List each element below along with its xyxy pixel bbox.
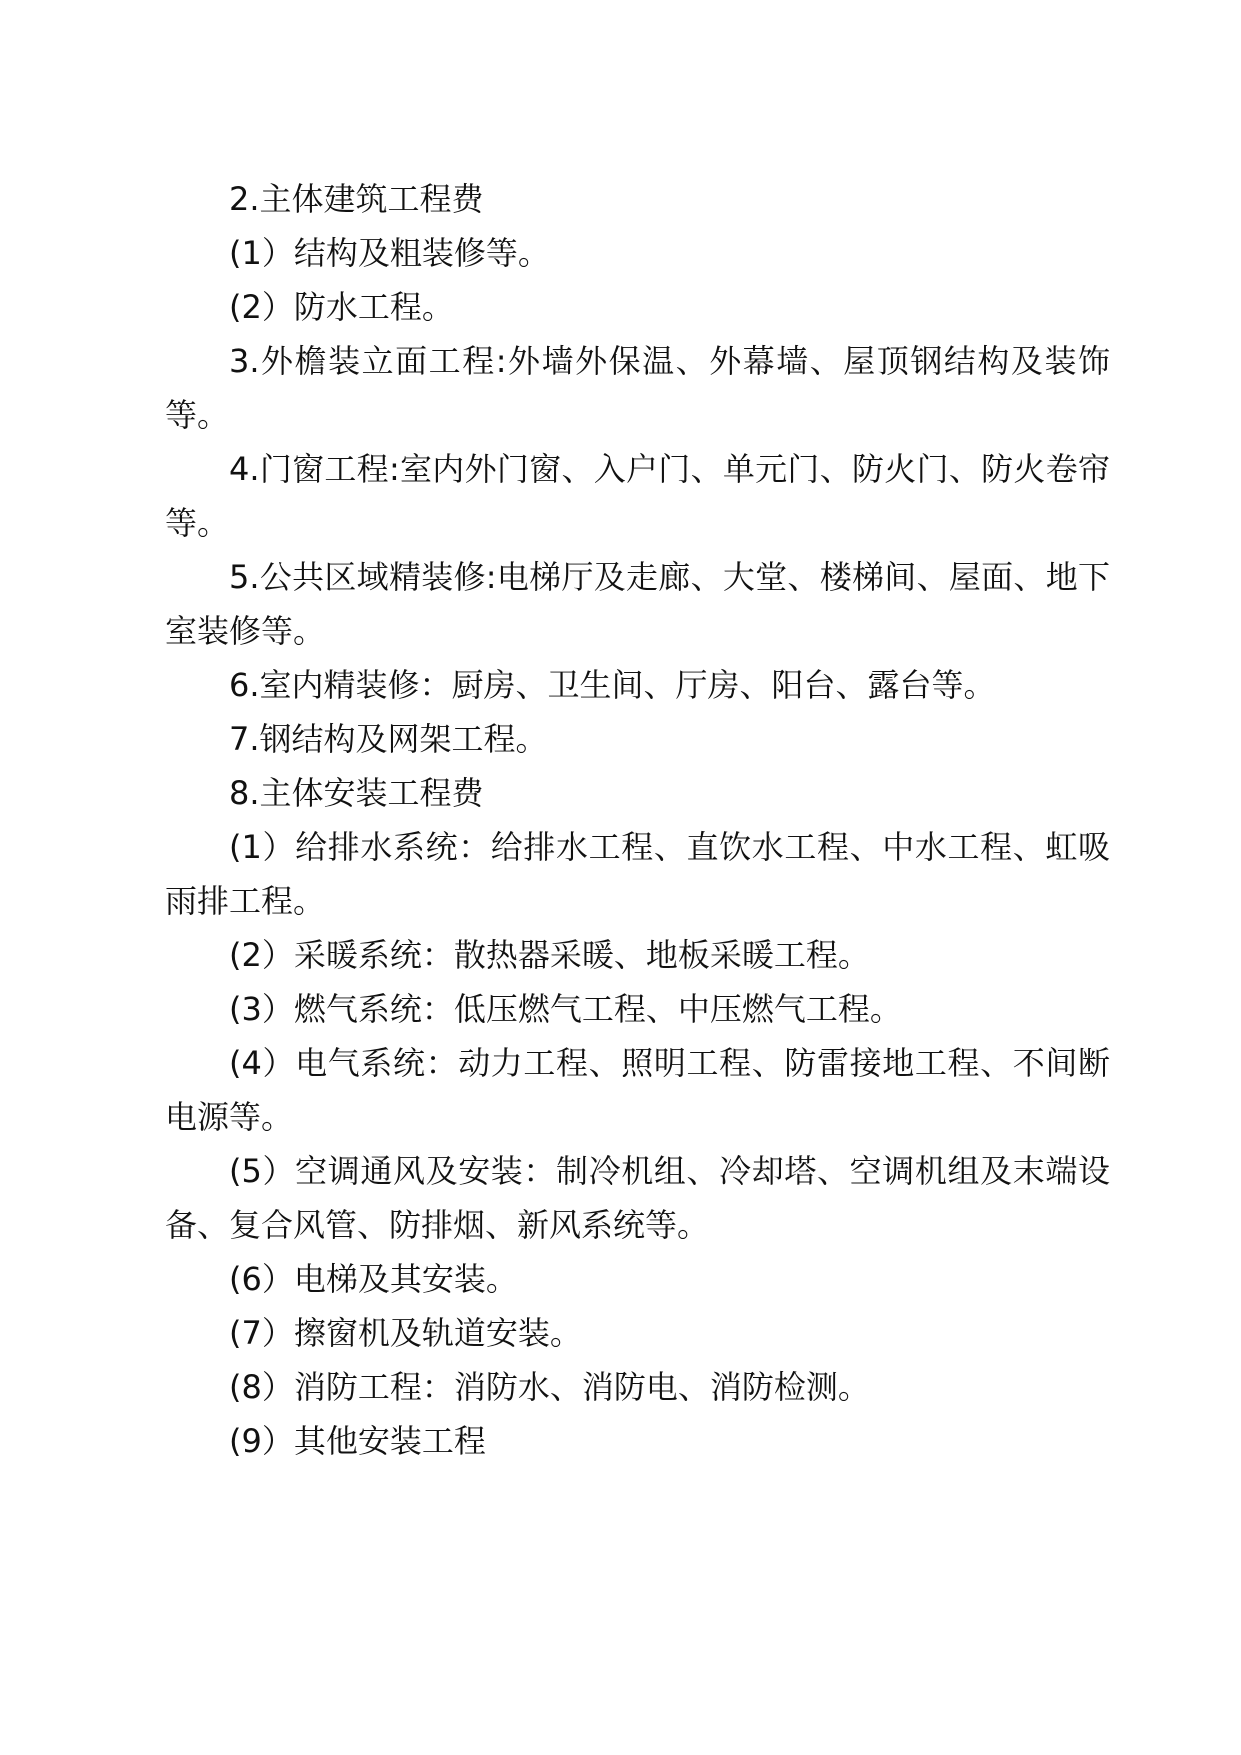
item-steel-structure: 7.钢结构及网架工程。 — [229, 720, 548, 758]
item-window-cleaning-machine: (7）擦窗机及轨道安装。 — [229, 1314, 582, 1352]
heading-main-building-cost: 2.主体建筑工程费 — [229, 180, 484, 218]
heading-installation-cost: 8.主体安装工程费 — [229, 774, 484, 812]
item-gas-system: (3）燃气系统：低压燃气工程、中压燃气工程。 — [229, 990, 902, 1028]
item-water-supply-drainage: (1）给排水系统：给排水工程、直饮水工程、中水工程、虹吸雨排工程。 — [165, 828, 1110, 920]
item-public-area-finishing: 5.公共区域精装修:电梯厅及走廊、大堂、楼梯间、屋面、地下室装修等。 — [165, 558, 1110, 650]
document-body — [165, 172, 1110, 1468]
item-elevator-installation: (6）电梯及其安装。 — [229, 1260, 518, 1298]
item-electrical-system: (4）电气系统：动力工程、照明工程、防雷接地工程、不间断电源等。 — [165, 1044, 1110, 1136]
item-facade-works: 3.外檐装立面工程:外墙外保温、外幕墙、屋顶钢结构及装饰等。 — [165, 342, 1110, 434]
item-other-installation: (9）其他安装工程 — [229, 1422, 486, 1460]
item-structure-rough-decoration: (1）结构及粗装修等。 — [229, 234, 550, 272]
item-hvac-installation: (5）空调通风及安装：制冷机组、冷却塔、空调机组及末端设备、复合风管、防排烟、新风系统等。 — [165, 1152, 1110, 1244]
item-heating-system: (2）采暖系统：散热器采暖、地板采暖工程。 — [229, 936, 870, 974]
item-doors-windows: 4.门窗工程:室内外门窗、入户门、单元门、防火门、防火卷帘等。 — [165, 450, 1110, 542]
item-waterproofing: (2）防水工程。 — [229, 288, 454, 326]
item-fire-protection: (8）消防工程：消防水、消防电、消防检测。 — [229, 1368, 870, 1406]
item-interior-finishing: 6.室内精装修：厨房、卫生间、厅房、阳台、露台等。 — [229, 666, 996, 704]
